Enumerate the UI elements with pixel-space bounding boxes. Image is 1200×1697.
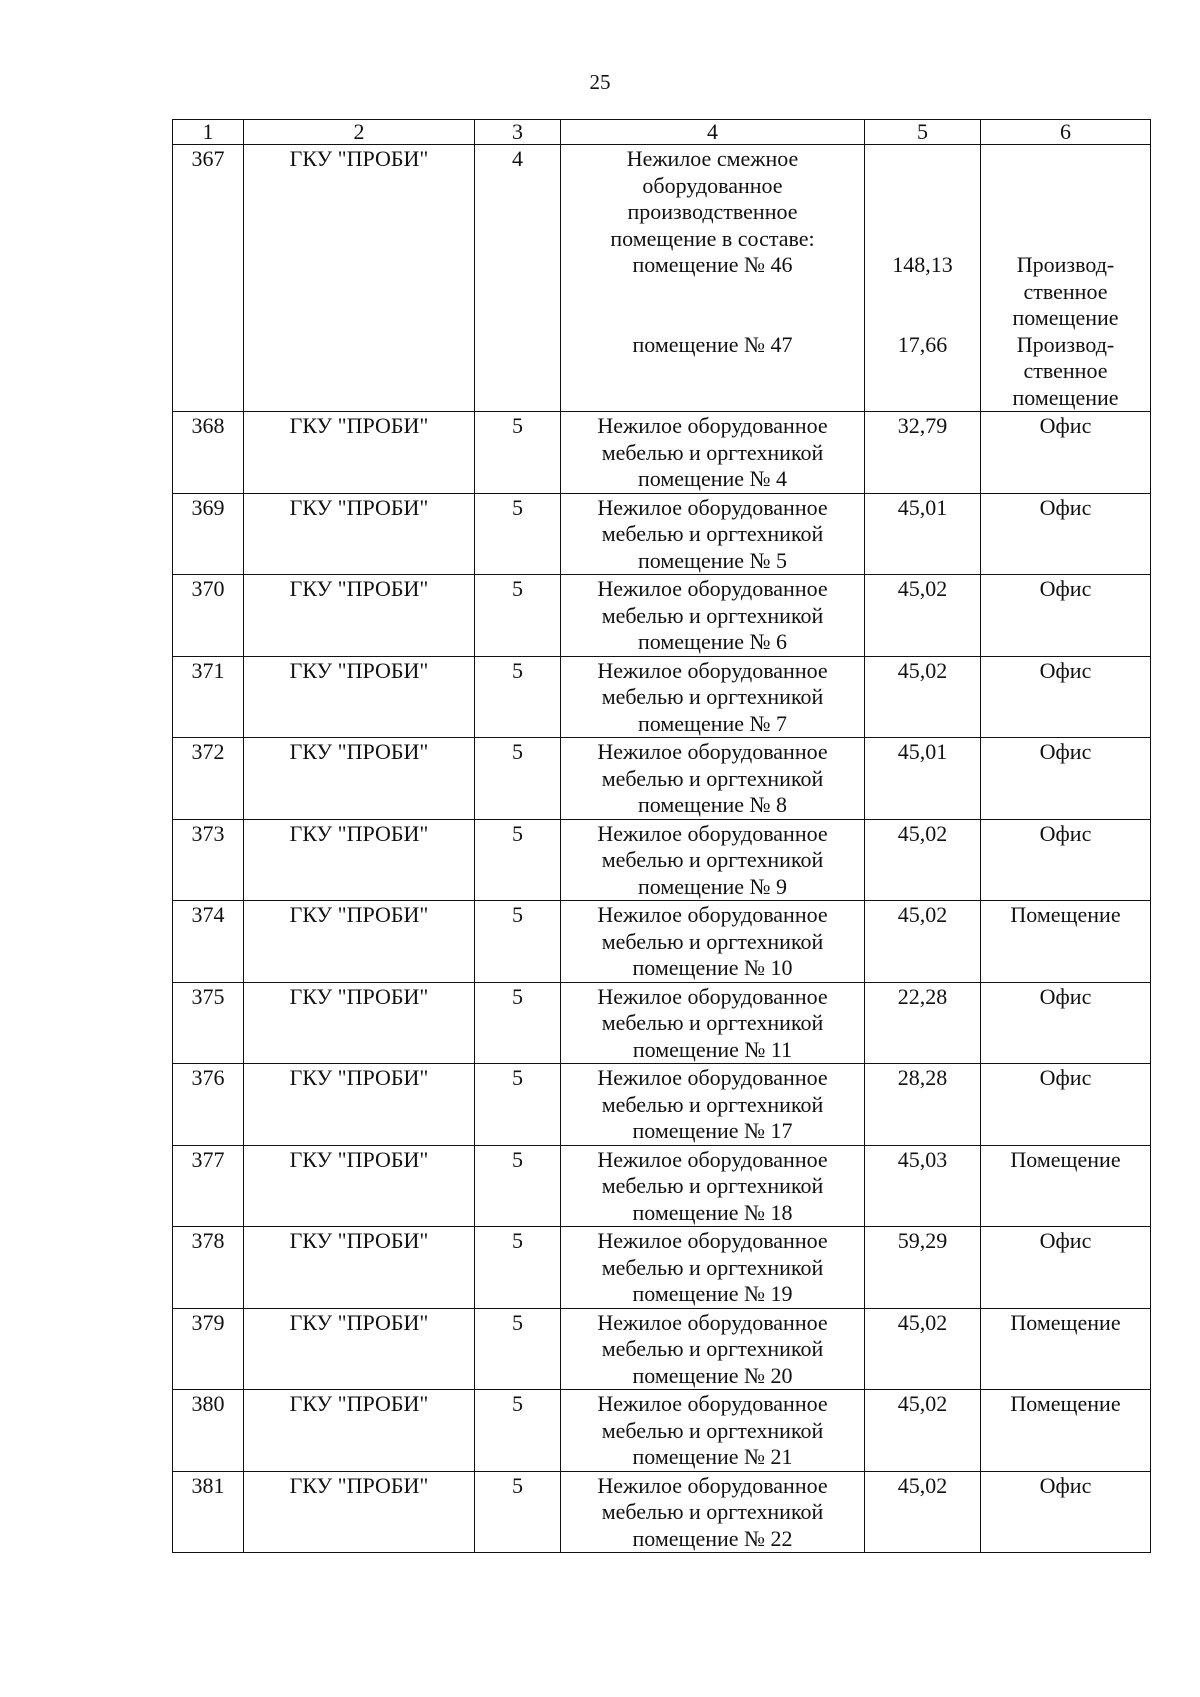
table-row: [173, 1471, 1151, 1553]
purpose-value: Производ-ственное помещение: [1012, 252, 1119, 330]
row-area: 28,28: [865, 1064, 981, 1146]
row-number: 377: [173, 1145, 244, 1227]
row-number: 367: [173, 145, 244, 412]
header-row: [173, 120, 1151, 145]
row-holder: ГКУ "ПРОБИ": [244, 575, 475, 657]
table-row: [173, 738, 1151, 820]
table-row: [173, 1308, 1151, 1390]
row-description: Нежилое оборудованное мебелью и оргтехникой помещение № 11: [561, 982, 865, 1064]
row-floor: 5: [475, 819, 561, 901]
row-floor: 5: [475, 1390, 561, 1472]
description-line: помещение № 46: [632, 252, 793, 277]
row-area: 32,79: [865, 412, 981, 494]
row-purpose: Помещение: [981, 1145, 1151, 1227]
row-area: 45,02: [865, 656, 981, 738]
row-description: Нежилое оборудованное мебелью и оргтехникой помещение № 17: [561, 1064, 865, 1146]
row-description: Нежилое оборудованное мебелью и оргтехникой помещение № 7: [561, 656, 865, 738]
row-area: [865, 145, 981, 412]
row-area: 45,01: [865, 493, 981, 575]
row-floor: 4: [475, 145, 561, 412]
row-purpose: Офис: [981, 575, 1151, 657]
row-floor: 5: [475, 738, 561, 820]
row-area: 45,02: [865, 1471, 981, 1553]
row-holder: ГКУ "ПРОБИ": [244, 1471, 475, 1553]
row-purpose: Офис: [981, 412, 1151, 494]
row-number: 370: [173, 575, 244, 657]
row-holder: ГКУ "ПРОБИ": [244, 1308, 475, 1390]
row-purpose: Офис: [981, 1227, 1151, 1309]
row-number: 379: [173, 1308, 244, 1390]
header-cell-6: 6: [981, 120, 1151, 145]
row-description: Нежилое оборудованное мебелью и оргтехникой помещение № 6: [561, 575, 865, 657]
table-row: [173, 901, 1151, 983]
row-holder: ГКУ "ПРОБИ": [244, 656, 475, 738]
row-number: 380: [173, 1390, 244, 1472]
row-holder: ГКУ "ПРОБИ": [244, 738, 475, 820]
row-area: 45,02: [865, 575, 981, 657]
description-gap: [563, 279, 862, 332]
row-description: Нежилое оборудованное мебелью и оргтехникой помещение № 5: [561, 493, 865, 575]
row-holder: ГКУ "ПРОБИ": [244, 412, 475, 494]
row-number: 373: [173, 819, 244, 901]
row-floor: 5: [475, 1471, 561, 1553]
table-row: [173, 1390, 1151, 1472]
row-floor: 5: [475, 575, 561, 657]
row-area: 45,02: [865, 1308, 981, 1390]
table-row: [173, 145, 1151, 412]
table-body: [173, 145, 1151, 1553]
row-number: 369: [173, 493, 244, 575]
area-gap: [867, 146, 978, 252]
row-holder: ГКУ "ПРОБИ": [244, 1064, 475, 1146]
row-purpose: Офис: [981, 1064, 1151, 1146]
row-purpose: Офис: [981, 738, 1151, 820]
row-floor: 5: [475, 412, 561, 494]
row-description: Нежилое оборудованное мебелью и оргтехникой помещение № 20: [561, 1308, 865, 1390]
row-description: Нежилое оборудованное мебелью и оргтехникой помещение № 8: [561, 738, 865, 820]
header-cell-1: 1: [173, 120, 244, 145]
row-floor: 5: [475, 1227, 561, 1309]
row-number: 376: [173, 1064, 244, 1146]
page-number: 25: [589, 70, 611, 94]
row-area: 45,02: [865, 901, 981, 983]
table-row: [173, 819, 1151, 901]
row-area: 45,02: [865, 819, 981, 901]
row-holder: ГКУ "ПРОБИ": [244, 1145, 475, 1227]
row-floor: 5: [475, 1145, 561, 1227]
row-holder: ГКУ "ПРОБИ": [244, 819, 475, 901]
purpose-value: Производ-ственное помещение: [1012, 331, 1119, 410]
table-row: [173, 1227, 1151, 1309]
row-number: 371: [173, 656, 244, 738]
header-cell-4: 4: [561, 120, 865, 145]
row-number: 381: [173, 1471, 244, 1553]
row-purpose: [981, 145, 1151, 412]
table-row: [173, 412, 1151, 494]
description-line: помещение № 47: [632, 331, 793, 357]
table-row: [173, 575, 1151, 657]
row-holder: ГКУ "ПРОБИ": [244, 982, 475, 1064]
row-description: Нежилое оборудованное мебелью и оргтехникой помещение № 21: [561, 1390, 865, 1472]
row-purpose: Офис: [981, 493, 1151, 575]
row-holder: ГКУ "ПРОБИ": [244, 1227, 475, 1309]
row-area: 59,29: [865, 1227, 981, 1309]
table-row: [173, 1145, 1151, 1227]
table-row: [173, 982, 1151, 1064]
row-purpose: Офис: [981, 656, 1151, 738]
row-description: Нежилое оборудованное мебелью и оргтехникой помещение № 22: [561, 1471, 865, 1553]
row-purpose: Помещение: [981, 1390, 1151, 1472]
row-purpose: Офис: [981, 819, 1151, 901]
row-area: 45,01: [865, 738, 981, 820]
purpose-gap: [983, 146, 1148, 252]
table-row: [173, 493, 1151, 575]
row-purpose: Помещение: [981, 901, 1151, 983]
area-value: 148,13: [892, 252, 953, 277]
row-purpose: Офис: [981, 982, 1151, 1064]
row-number: 375: [173, 982, 244, 1064]
row-holder: ГКУ "ПРОБИ": [244, 1390, 475, 1472]
row-description: Нежилое оборудованное мебелью и оргтехникой помещение № 9: [561, 819, 865, 901]
table-row: [173, 656, 1151, 738]
row-description: [561, 145, 865, 412]
row-purpose: Помещение: [981, 1308, 1151, 1390]
row-holder: ГКУ "ПРОБИ": [244, 493, 475, 575]
row-floor: 5: [475, 656, 561, 738]
row-floor: 5: [475, 982, 561, 1064]
description-line: производственное: [627, 199, 798, 224]
property-table: [172, 119, 1151, 1553]
row-number: 372: [173, 738, 244, 820]
row-purpose: Офис: [981, 1471, 1151, 1553]
row-floor: 5: [475, 493, 561, 575]
row-description: Нежилое оборудованное мебелью и оргтехникой помещение № 18: [561, 1145, 865, 1227]
row-number: 378: [173, 1227, 244, 1309]
row-number: 374: [173, 901, 244, 983]
header-cell-5: 5: [865, 120, 981, 145]
header-cell-2: 2: [244, 120, 475, 145]
row-description: Нежилое оборудованное мебелью и оргтехникой помещение № 10: [561, 901, 865, 983]
table-header: [173, 120, 1151, 145]
row-floor: 5: [475, 1308, 561, 1390]
table-row: [173, 1064, 1151, 1146]
description-line: помещение в составе:: [610, 225, 815, 251]
row-description: Нежилое оборудованное мебелью и оргтехникой помещение № 19: [561, 1227, 865, 1309]
row-holder: ГКУ "ПРОБИ": [244, 145, 475, 412]
row-number: 368: [173, 412, 244, 494]
row-floor: 5: [475, 901, 561, 983]
row-area: 45,02: [865, 1390, 981, 1472]
row-area: 22,28: [865, 982, 981, 1064]
description-line: Нежилое смежное: [626, 146, 799, 171]
area-value: 17,66: [897, 331, 948, 357]
row-area: 45,03: [865, 1145, 981, 1227]
row-floor: 5: [475, 1064, 561, 1146]
row-description: Нежилое оборудованное мебелью и оргтехникой помещение № 4: [561, 412, 865, 494]
row-holder: ГКУ "ПРОБИ": [244, 901, 475, 983]
description-line: оборудованное: [642, 172, 783, 198]
header-cell-3: 3: [475, 120, 561, 145]
